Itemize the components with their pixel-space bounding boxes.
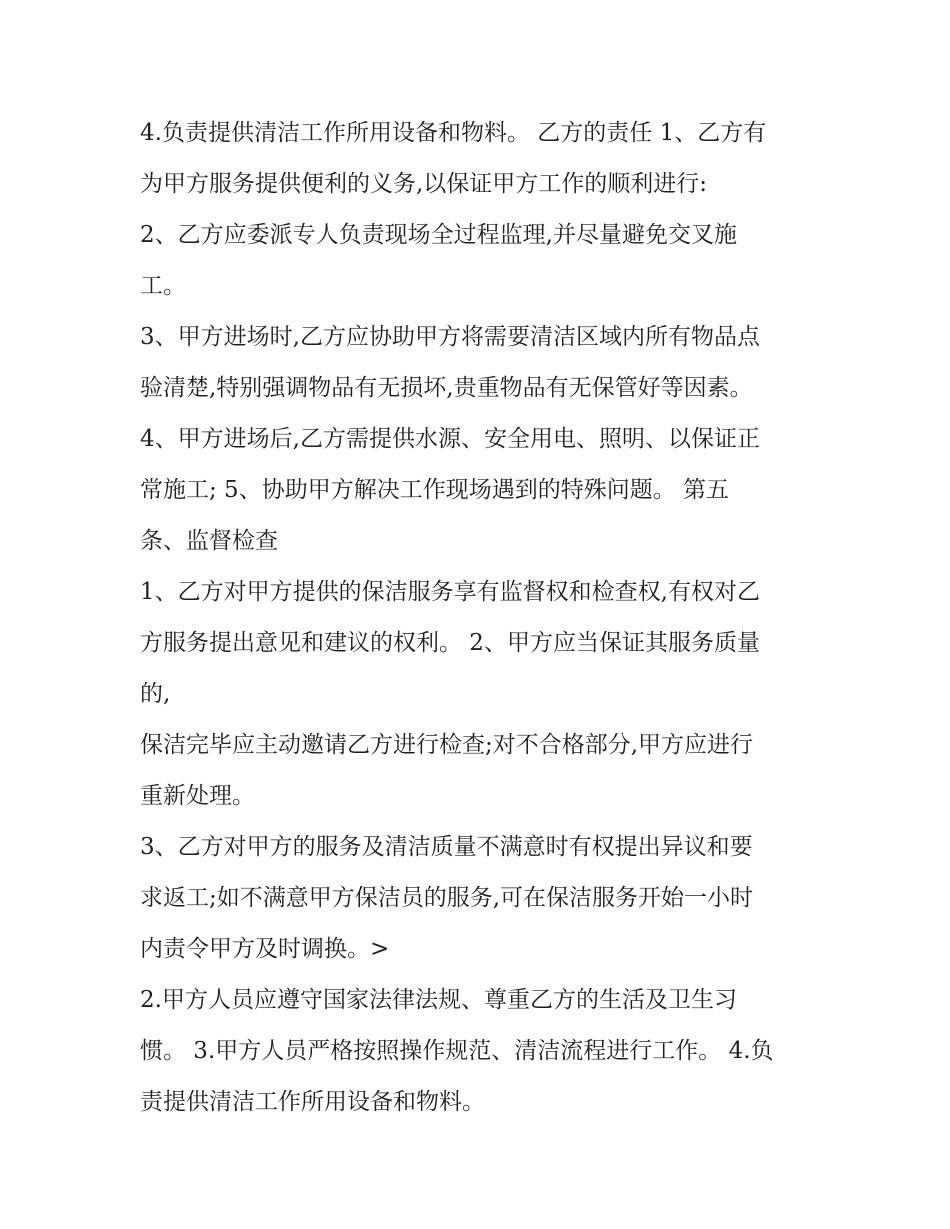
text-line: 验清楚,特别强调物品有无损坏,贵重物品有无保管好等因素。 <box>140 375 753 401</box>
text-line: 2、乙方应委派专人负责现场全过程监理,并尽量避免交叉施 <box>140 222 737 248</box>
text-line: 责提供清洁工作所用设备和物料。 <box>140 1089 485 1115</box>
text-line: 常施工; 5、协助甲方解决工作现场遇到的特殊问题。 第五 <box>140 477 730 503</box>
text-line: 工。 <box>140 273 186 299</box>
text-line: 求返工;如不满意甲方保洁员的服务,可在保洁服务开始一小时 <box>140 885 754 911</box>
text-line: 保洁完毕应主动邀请乙方进行检查;对不合格部分,甲方应进行 <box>140 732 754 758</box>
text-line: 方服务提出意见和建议的权利。 2、甲方应当保证其服务质量 <box>140 630 760 656</box>
text-line: 4.负责提供清洁工作所用设备和物料。 乙方的责任 1、乙方有 <box>140 120 767 146</box>
text-line: 的, <box>140 681 171 707</box>
text-line: 3、甲方进场时,乙方应协助甲方将需要清洁区域内所有物品点 <box>140 324 760 350</box>
text-line: 3、乙方对甲方的服务及清洁质量不满意时有权提出异议和要 <box>140 834 753 860</box>
text-line: 内责令甲方及时调换。> <box>140 936 390 962</box>
text-line: 2.甲方人员应遵守国家法律法规、尊重乙方的生活及卫生习 <box>140 987 737 1013</box>
text-line: 为甲方服务提供便利的义务,以保证甲方工作的顺利进行: <box>140 171 708 197</box>
text-line: 1、乙方对甲方提供的保洁服务享有监督权和检查权,有权对乙 <box>140 579 760 605</box>
text-line: 惯。 3.甲方人员严格按照操作规范、清洁流程进行工作。 4.负 <box>140 1038 774 1064</box>
text-line: 4、甲方进场后,乙方需提供水源、安全用电、照明、以保证正 <box>140 426 760 452</box>
document-body <box>140 108 820 1128</box>
text-line: 条、监督检查 <box>140 528 278 554</box>
text-line: 重新处理。 <box>140 783 255 809</box>
